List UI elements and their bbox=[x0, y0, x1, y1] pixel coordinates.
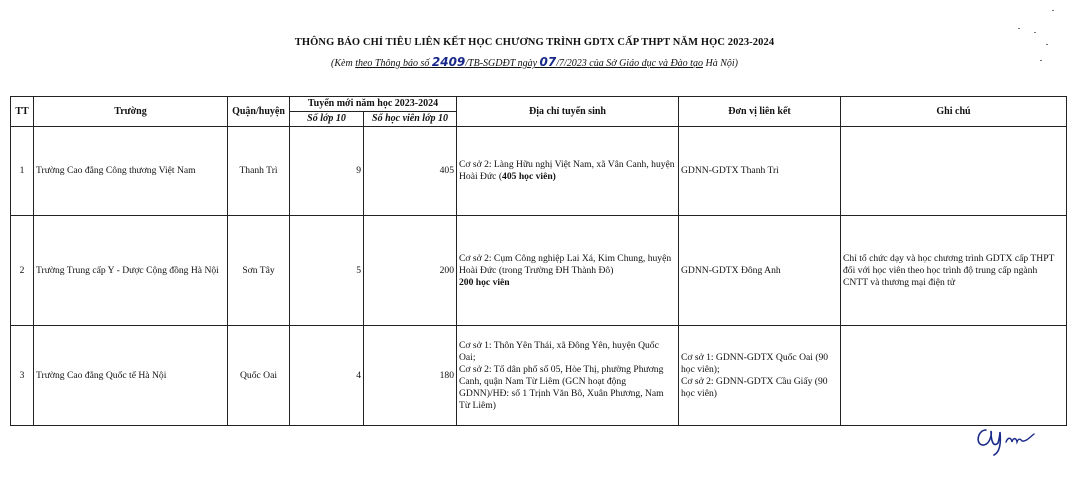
cell-tt: 2 bbox=[11, 216, 34, 326]
subtitle-prefix: (Kèm bbox=[331, 58, 356, 69]
partner-line-2: Cơ sở 2: GDNN-GDTX Cầu Giấy (90 học viên) bbox=[681, 375, 828, 399]
cell-classes: 9 bbox=[290, 127, 364, 216]
cell-students: 200 bbox=[364, 216, 457, 326]
table-row bbox=[11, 216, 1067, 326]
address-end: ) bbox=[552, 171, 556, 182]
subtitle-ref-b: /TB-SGDĐT ngày bbox=[465, 58, 540, 69]
subtitle-reference bbox=[355, 55, 703, 69]
cell-address bbox=[457, 216, 679, 326]
table-header-row bbox=[11, 97, 1067, 112]
cell-classes: 5 bbox=[290, 216, 364, 326]
cell-students: 180 bbox=[364, 326, 457, 426]
header-partner: Đơn vị liên kết bbox=[679, 97, 841, 127]
document-number: 2409 bbox=[431, 55, 466, 69]
header-students: Số học viên lớp 10 bbox=[364, 112, 457, 127]
header-tt: TT bbox=[11, 97, 34, 127]
cell-tt: 1 bbox=[11, 127, 34, 216]
cell-school: Trường Trung cấp Y - Dược Cộng đồng Hà Nội bbox=[34, 216, 228, 326]
cell-partner bbox=[679, 326, 841, 426]
address-bold-count: 200 học viên bbox=[459, 276, 510, 288]
address-text: Cơ sở 2: Làng Hữu nghị Việt Nam, xã Vân Canh, huyện Hoài Đức ( bbox=[459, 159, 675, 182]
document-day: 07 bbox=[539, 55, 557, 69]
subtitle-ref-a: theo Thông báo số bbox=[355, 58, 432, 69]
header-district: Quận/huyện bbox=[228, 97, 290, 127]
table-row bbox=[11, 127, 1067, 216]
subtitle-suffix: Hà Nội) bbox=[702, 58, 738, 69]
cell-classes: 4 bbox=[290, 326, 364, 426]
address-line-2: Cơ sở 2: Tổ dân phố số 05, Hòe Thị, phường Phương Canh, quận Nam Từ Liêm (GCN hoạt động GDNN)/HĐ: số 1 Trịnh Văn Bô, Xuân Phương, Nam Từ Liêm) bbox=[459, 363, 664, 411]
cell-school: Trường Cao đẳng Công thương Việt Nam bbox=[34, 127, 228, 216]
cell-partner: GDNN-GDTX Thanh Trì bbox=[679, 127, 841, 216]
table-row bbox=[11, 326, 1067, 426]
header-school: Trường bbox=[34, 97, 228, 127]
cell-students: 405 bbox=[364, 127, 457, 216]
cell-partner: GDNN-GDTX Đông Anh bbox=[679, 216, 841, 326]
cell-school: Trường Cao đẳng Quốc tế Hà Nội bbox=[34, 326, 228, 426]
document-title: THÔNG BÁO CHỈ TIÊU LIÊN KẾT HỌC CHƯƠNG TRÌNH GDTX CẤP THPT NĂM HỌC 2023-2024 bbox=[294, 37, 775, 48]
cell-district: Quốc Oai bbox=[228, 326, 290, 426]
cell-note: Chỉ tổ chức dạy và học chương trình GDTX cấp THPT đối với học viên theo học trình độ trung cấp ngành CNTT và thương mại điện tử bbox=[841, 216, 1067, 326]
cell-district: Thanh Trì bbox=[228, 127, 290, 216]
header-address: Địa chỉ tuyển sinh bbox=[457, 97, 679, 127]
address-line-1: Cơ sở 1: Thôn Yên Thái, xã Đông Yên, huyện Quốc Oai; bbox=[459, 339, 659, 363]
cell-address bbox=[457, 326, 679, 426]
cell-tt: 3 bbox=[11, 326, 34, 426]
cell-note bbox=[841, 127, 1067, 216]
header-classes: Số lớp 10 bbox=[290, 112, 364, 127]
subtitle-ref-c: /7/2023 của Sở Giáo dục và Đào tạo bbox=[556, 58, 703, 69]
cell-district: Sơn Tây bbox=[228, 216, 290, 326]
document-subtitle bbox=[0, 55, 1069, 69]
signature-initials-icon bbox=[972, 420, 1042, 460]
address-bold-count: 405 học viên bbox=[502, 171, 553, 182]
quota-table bbox=[10, 96, 1067, 426]
partner-line-1: Cơ sở 1: GDNN-GDTX Quốc Oai (90 học viên); bbox=[681, 351, 829, 375]
header-note: Ghi chú bbox=[841, 97, 1067, 127]
cell-address bbox=[457, 127, 679, 216]
address-text: Cơ sở 2: Cụm Công nghiệp Lai Xá, Kim Chung, huyện Hoài Đức (trong Trường ĐH Thành Đô) bbox=[459, 252, 672, 276]
cell-note bbox=[841, 326, 1067, 426]
header-enroll: Tuyển mới năm học 2023-2024 bbox=[290, 97, 457, 112]
